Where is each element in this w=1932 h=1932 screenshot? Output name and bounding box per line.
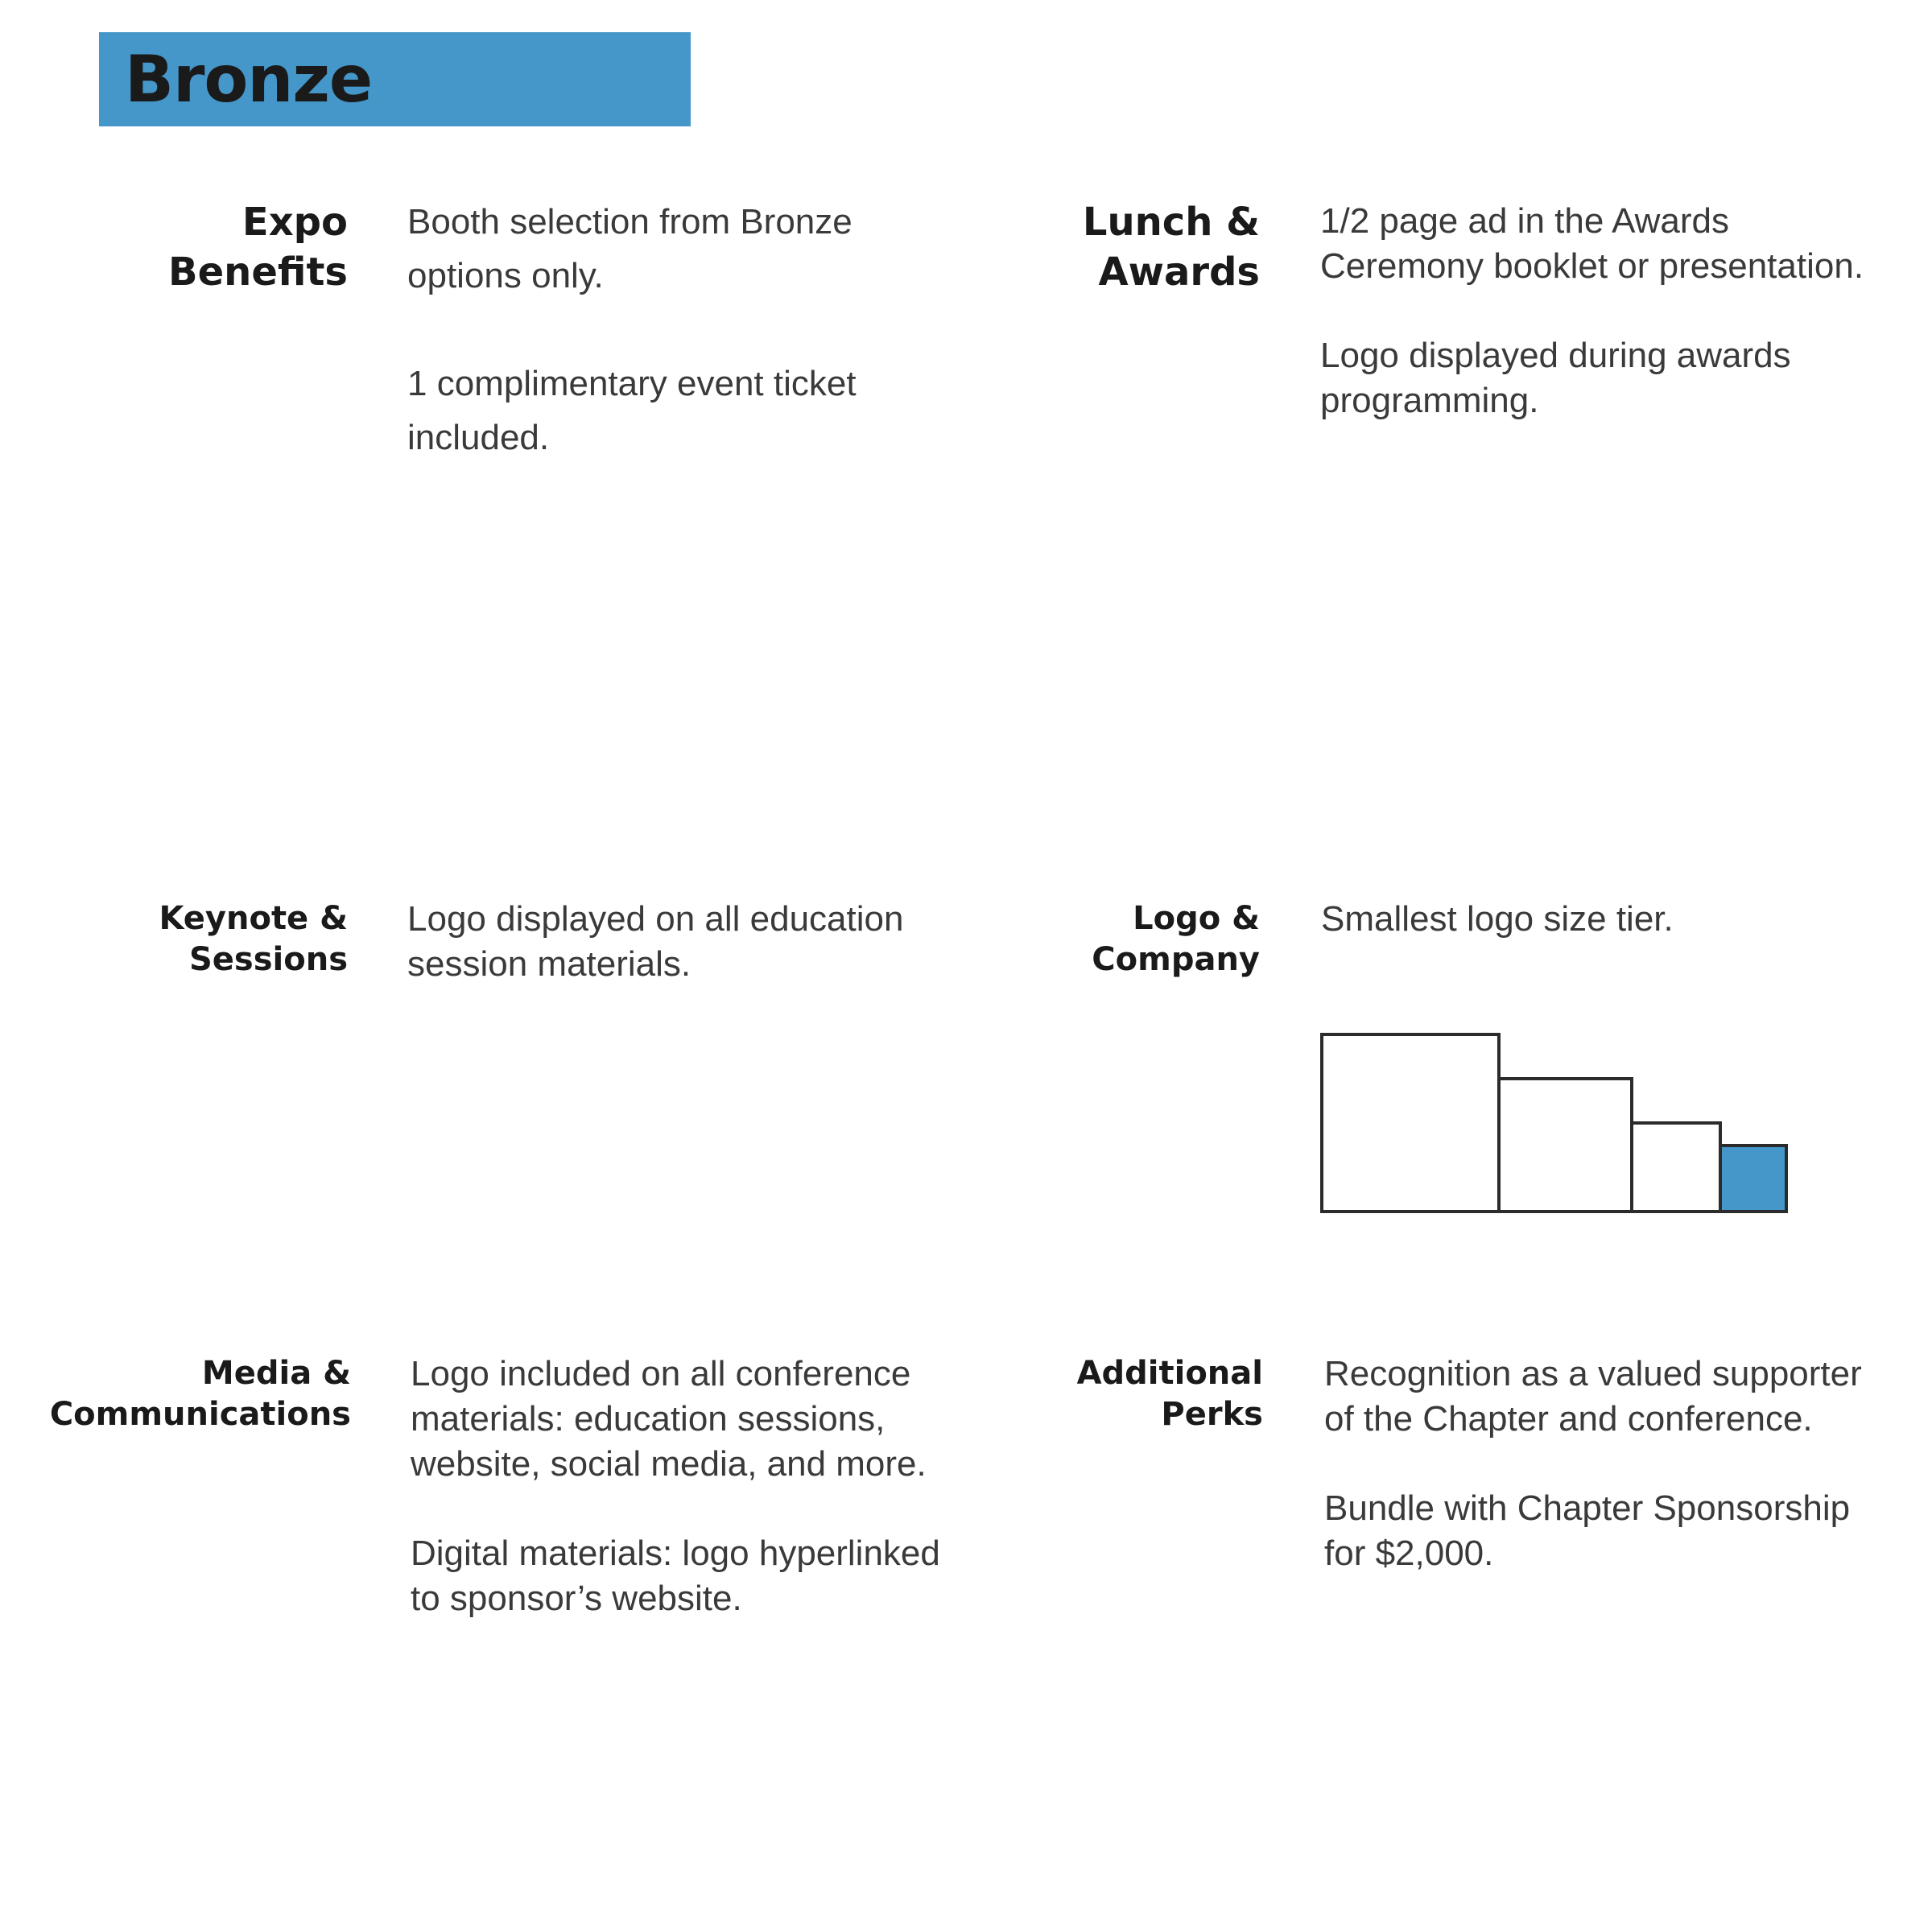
section-label-keynote: Keynote & Sessions [159,900,348,978]
logo-tier-box [1720,1146,1786,1212]
section-text-keynote [407,897,903,987]
paragraph: Bundle with Chapter Sponsorship for $2,000. [1324,1488,1851,1573]
section-label-media: Media & Communications [49,1355,351,1433]
section-label-expo: Expo Benefits [168,200,348,295]
tier-banner [99,32,691,126]
paragraph: Smallest logo size tier. [1321,899,1674,939]
paragraph: 1/2 page ad in the Awards Ceremony booklet or presentation. [1320,201,1864,286]
paragraph: Logo displayed on all education session materials. [407,899,904,984]
section-text-expo [407,195,857,464]
section-label-logo: Logo & Company [1092,900,1260,978]
section-text-perks [1324,1352,1862,1576]
section-label-lunch: Lunch & Awards [1082,200,1260,295]
logo-tier-box [1322,1034,1499,1212]
section-text-lunch [1320,199,1864,423]
section-label-perks: Additional Perks [1076,1355,1263,1433]
logo-tier-box [1632,1123,1720,1212]
section-text-media [411,1352,940,1621]
paragraph: Recognition as a valued supporter of the Chapter and conference. [1324,1354,1862,1439]
logo-tier-box [1499,1079,1632,1212]
paragraph: 1 complimentary event ticket included. [407,364,857,457]
paragraph: Digital materials: logo hyperlinked to sponsor’s website. [411,1534,940,1618]
paragraph: Booth selection from Bronze options only. [407,202,852,295]
page-title: Bronze [125,42,373,117]
logo-size-tiers-graphic [1312,1026,1795,1220]
paragraph: Logo included on all conference materials: education sessions, website, social media, and more. [411,1354,927,1484]
paragraph: Logo displayed during awards programming. [1320,336,1791,420]
section-text-logo [1321,897,1674,942]
